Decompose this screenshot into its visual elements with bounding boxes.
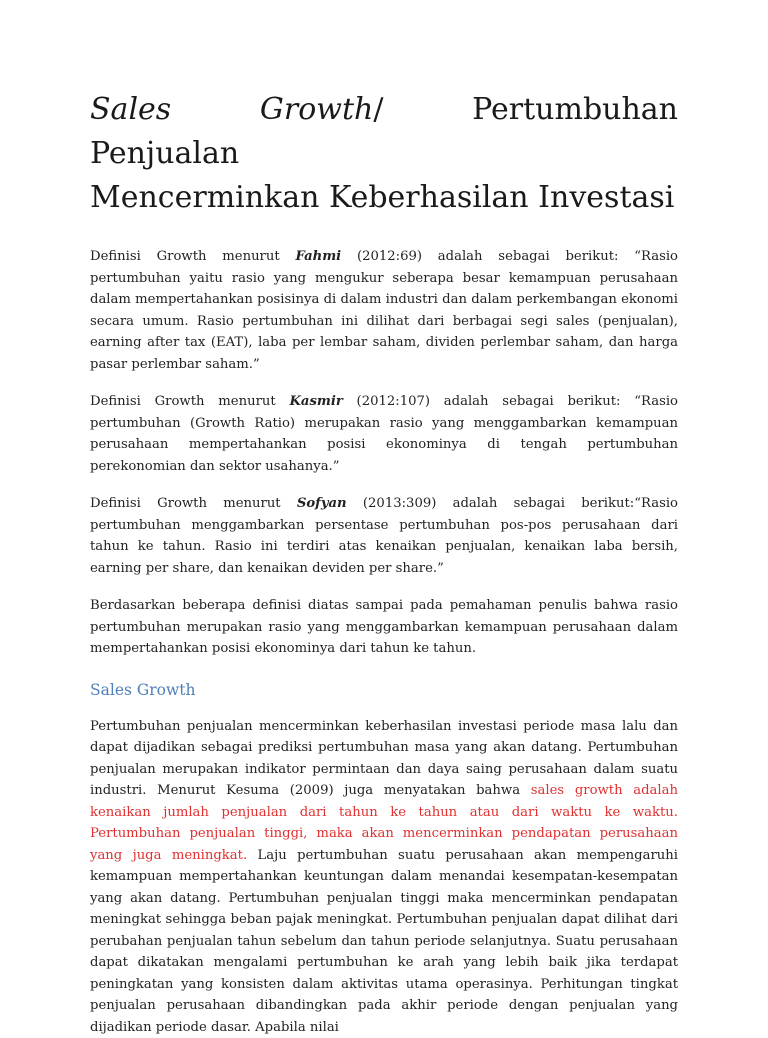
author-fahmi: Fahmi bbox=[295, 249, 341, 264]
paragraph-fahmi bbox=[90, 246, 678, 375]
para1-after: (2012:69) adalah sebagai berikut: “Rasio pertumbuhan yaitu rasio yang mengukur seberapa besar kemampuan perusahaan dalam mempertahankan posisinya di dalam industri dan dalam perkembangan ekonomi secara umum. Rasio pertumbuhan ini dilihat dari berbagai segi sales (penjualan), earning after tax (EAT), laba per lembar saham, dividen perlembar saham, dan harga pasar perlembar saham.” bbox=[90, 249, 678, 372]
title-rest: / Pertumbuhan Penjualan bbox=[90, 92, 678, 171]
para3-before: Definisi Growth menurut bbox=[90, 496, 297, 511]
document-title bbox=[90, 88, 678, 220]
title-line-1 bbox=[90, 92, 678, 171]
title-line-2: Mencerminkan Keberhasilan Investasi bbox=[90, 176, 678, 220]
para5-before: Pertumbuhan penjualan mencerminkan keberhasilan investasi periode masa lalu dan dapat dijadikan sebagai prediksi pertumbuhan masa yang akan datang. Pertumbuhan penjualan merupakan indikator permintaan dan daya saing perusahaan dalam suatu industri. Menurut Kesuma (2009) juga menyatakan bahwa bbox=[90, 719, 678, 799]
paragraph-conclusion: Berdasarkan beberapa definisi diatas sampai pada pemahaman penulis bahwa rasio pertumbuhan merupakan rasio yang menggambarkan kemampuan perusahaan dalam mempertahankan posisi ekonominya dari tahun ke tahun. bbox=[90, 595, 678, 660]
para5-after: Laju pertumbuhan suatu perusahaan akan mempengaruhi kemampuan mempertahankan keuntungan dalam menandai kesempatan-kesempatan yang akan datang. Pertumbuhan penjualan tinggi maka mencerminkan pendapatan meningkat sehingga beban pajak meningkat. Pertumbuhan penjualan dapat dilihat dari perubahan penjualan tahun sebelum dan tahun periode selanjutnya. Suatu perusahaan dapat dikatakan mengalami pertumbuhan ke arah yang lebih baik jika terdapat peningkatan yang konsisten dalam aktivitas utama operasinya. Perhitungan tingkat penjualan perusahaan dibandingkan pada akhir periode dengan penjualan yang dijadikan periode dasar. Apabila nilai bbox=[90, 848, 678, 1035]
title-italic: Sales Growth bbox=[90, 92, 373, 127]
paragraph-sales-growth bbox=[90, 716, 678, 1038]
para2-before: Definisi Growth menurut bbox=[90, 394, 289, 409]
section-heading-sales-growth: Sales Growth bbox=[90, 678, 678, 702]
document-body bbox=[90, 88, 678, 1038]
para3-after: (2013:309) adalah sebagai berikut:“Rasio pertumbuhan menggambarkan persentase pertumbuhan pos-pos perusahaan dari tahun ke tahun. Rasio ini terdiri atas kenaikan penjualan, kenaikan laba bersih, earning per share, dan kenaikan deviden per share.” bbox=[90, 496, 678, 576]
para2-after: (2012:107) adalah sebagai berikut: “Rasio pertumbuhan (Growth Ratio) merupakan rasio yang menggambarkan kemampuan perusahaan mempertahankan posisi ekonominya di tengah pertumbuhan perekonomian dan sektor usahanya.” bbox=[90, 394, 678, 474]
highlighted-definition: sales growth adalah kenaikan jumlah penjualan dari tahun ke tahun atau dari waktu ke waktu. Pertumbuhan penjualan tinggi, maka akan mencerminkan pendapatan perusahaan yang juga meningkat. bbox=[90, 783, 678, 863]
paragraph-sofyan bbox=[90, 493, 678, 579]
paragraph-kasmir bbox=[90, 391, 678, 477]
author-kasmir: Kasmir bbox=[289, 394, 342, 409]
para1-before: Definisi Growth menurut bbox=[90, 249, 295, 264]
author-sofyan: Sofyan bbox=[297, 496, 347, 511]
